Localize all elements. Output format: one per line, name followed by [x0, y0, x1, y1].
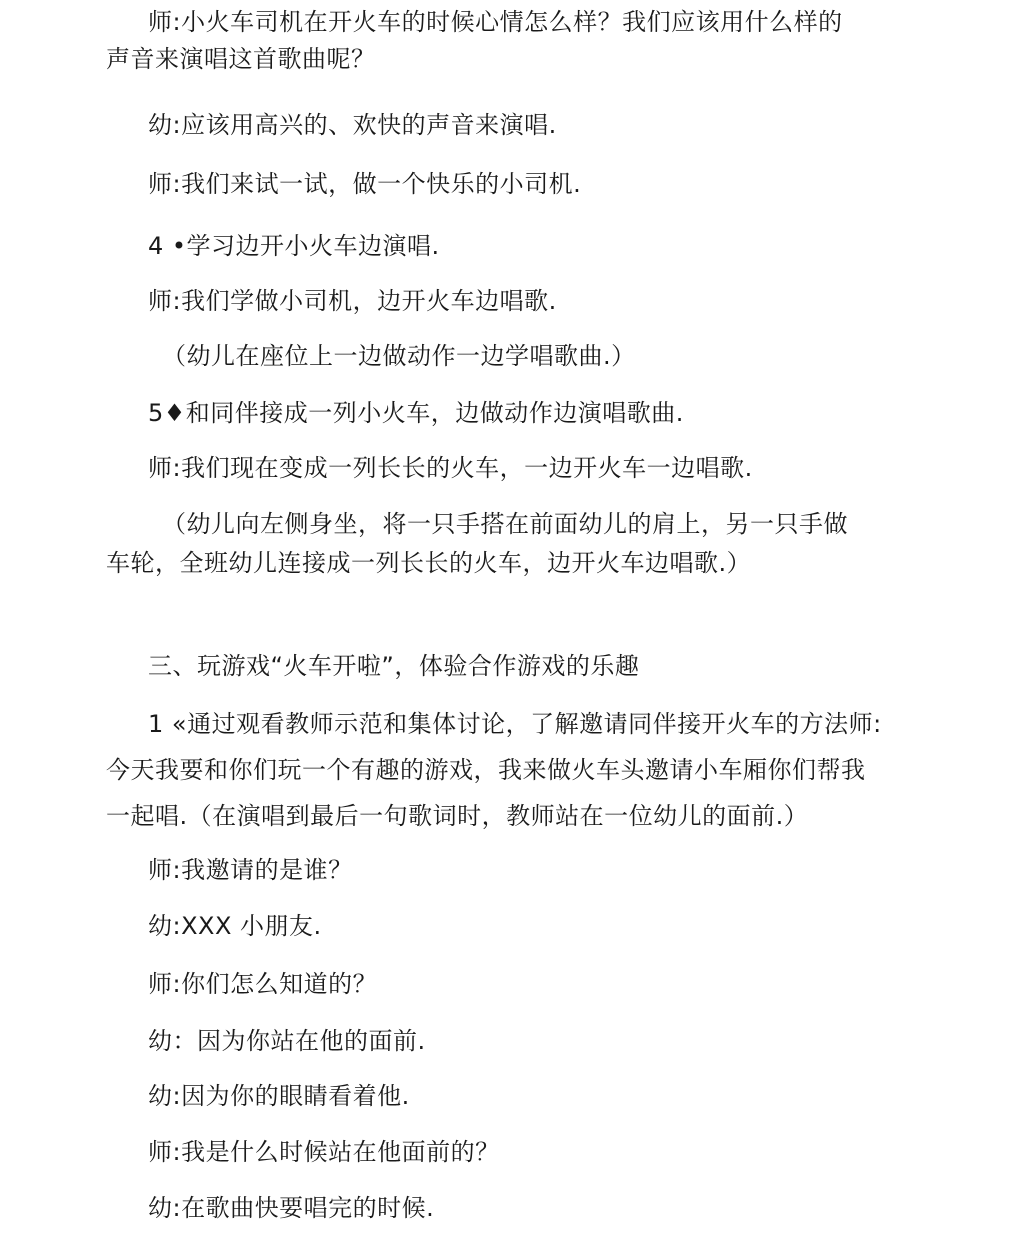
text-line: 4 •学习边开小火车边演唱. — [148, 232, 440, 260]
section-heading: 三、玩游戏“火车开啦”，体验合作游戏的乐趣 — [148, 652, 640, 680]
text-line: 幼：因为你站在他的面前. — [148, 1027, 426, 1055]
text-line: 师:我是什么时候站在他面前的？ — [148, 1138, 500, 1166]
text-line: 师:你们怎么知道的？ — [148, 970, 378, 998]
text-line: （幼儿向左侧身坐，将一只手搭在前面幼儿的肩上，另一只手做 — [162, 510, 848, 538]
text-line: 师:我们来试一试，做一个快乐的小司机. — [148, 170, 582, 198]
text-line: 幼:应该用高兴的、欢快的声音来演唱. — [148, 111, 557, 139]
text-line: （幼儿在座位上一边做动作一边学唱歌曲.） — [162, 342, 636, 370]
text-line: 师:小火车司机在开火车的时候心情怎么样？我们应该用什么样的 — [148, 8, 843, 36]
text-line: 一起唱.（在演唱到最后一句歌词时，教师站在一位幼儿的面前.） — [106, 802, 809, 830]
text-line: 1 «通过观看教师示范和集体讨论，了解邀请同伴接开火车的方法师: — [148, 710, 882, 738]
text-line: 幼:XXX 小朋友. — [148, 912, 322, 940]
text-line: 今天我要和你们玩一个有趣的游戏，我来做火车头邀请小车厢你们帮我 — [106, 756, 866, 784]
text-line: 幼:因为你的眼睛看着他. — [148, 1082, 410, 1110]
text-line: 幼:在歌曲快要唱完的时候. — [148, 1194, 435, 1222]
text-line: 师:我们学做小司机，边开火车边唱歌. — [148, 287, 557, 315]
text-line: 师:我邀请的是谁？ — [148, 856, 353, 884]
text-line: 车轮，全班幼儿连接成一列长长的火车，边开火车边唱歌.） — [106, 549, 752, 577]
text-line: 声音来演唱这首歌曲呢？ — [106, 45, 376, 73]
text-line: 5♦和同伴接成一列小火车，边做动作边演唱歌曲. — [148, 399, 684, 427]
text-line: 师:我们现在变成一列长长的火车，一边开火车一边唱歌. — [148, 454, 753, 482]
